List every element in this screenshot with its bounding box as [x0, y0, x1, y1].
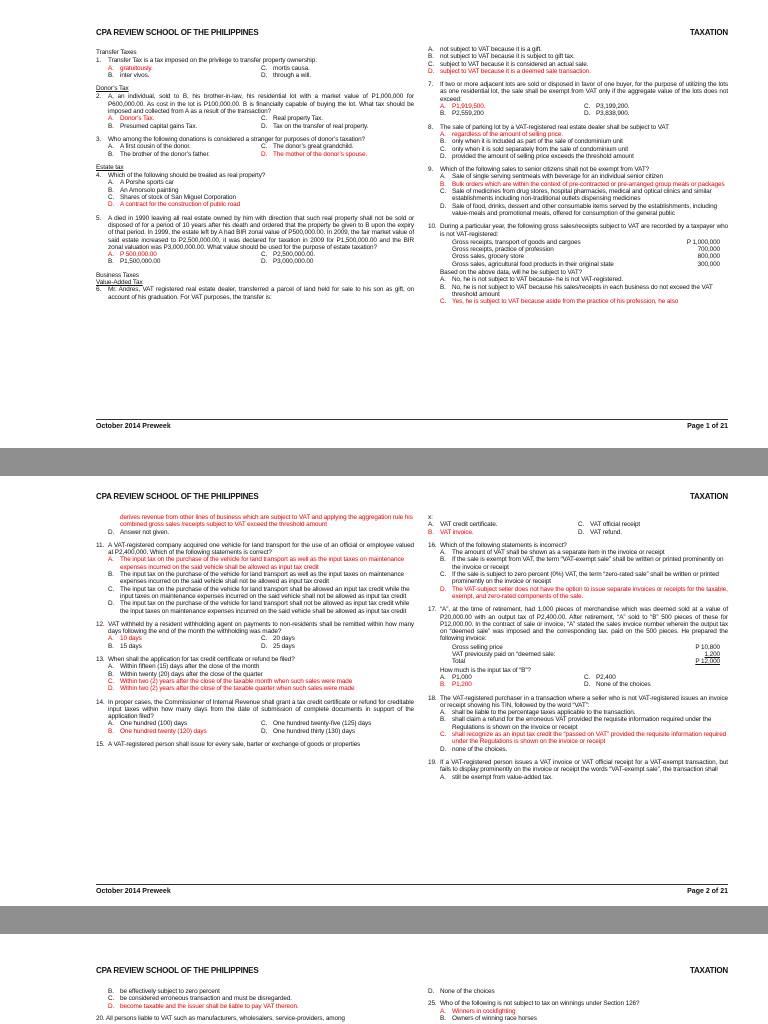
exam-label: October 2014 Preweek — [96, 888, 171, 895]
option-b: P1,500,000.00 — [120, 258, 161, 266]
option-b: P2,559,200 — [452, 110, 484, 118]
question-text: When shall the application for tax credit certificate or refund be filed? — [108, 656, 295, 664]
option-a: Sale of single serving sentmeals with beverage for an individual senior citizen — [452, 173, 663, 181]
option-c: Real property Tax. — [273, 115, 323, 123]
section-heading: Estate tax — [96, 163, 124, 171]
option-d: P3,000,000.00 — [273, 258, 314, 266]
question-10: 10. During a particular year, the following gross sales/receipts subject to VAT are recorded by a taxpayer who is not VAT-registered: Gross receipts, transport of goods and cargoes P 1,000,000 Gross receipts, practice of profession 700,000 Gross sales, grocery store 800,000 Gross sales, agricultural food products in their original state 300,000 Based on the above data, will he be subject to VAT? A. No, he is not subject to VAT because- he is not VAT-registered. B. No, he is not subject to VAT because his sales/receipts in each business do not exceed the VAT threshold amount C. Yes, he is subject to VAT because aside from the practice of his profession, he also — [428, 223, 728, 306]
option-d: through a will. — [273, 71, 311, 79]
question-3: 3. Who among the following donations is considered a stranger for purposes of donor’s taxation? A. A first cousin of the donor. C. The donor’s great grandchild. B. The brother of the donor’s father. D. The mother of the donor’s spouse. — [96, 136, 414, 158]
question-text: Based on the above data, will he be subject to VAT? — [440, 269, 583, 277]
question-text: The sale of parking lot by a VAT-registered real estate dealer shall be subject to VAT — [440, 123, 669, 131]
question-text: The VAT-registered purchaser in a transaction where a seller who is not VAT-registered issues an invoice or receipt showing his TIN, followed by the word “VAT”: — [440, 694, 728, 709]
question-text: Which of the following statements is incorrect? — [440, 541, 567, 549]
option-a: P1,000 — [452, 673, 472, 681]
option-b: The brother of the donor’s father. — [120, 150, 210, 158]
question-text: “A”, at the time of retirement, had 1,000 pieces of merchandise which was deemed sold at a value of P20,000.00 with an output tax of P2,400.00. After retirement, “A” sold to “B” 500 pieces of these for P12,000.00. In the contract of sale or invoice, “A” stated the sales invoice number wherein the output tax on “deemed sale” was imposed and the corresponding tax. paid on the 500 pieces. He prepared the following invoice: — [440, 606, 728, 643]
question-text: Who among the following donations is considered a stranger for purposes of donor’s taxation? — [108, 135, 366, 143]
option-b: not subject to VAT because it is subject to gift tax. — [440, 53, 575, 61]
question-text: A VAT-registered company acquired one vehicle for land transport for the use of an official or employee valued at P2,400,000. Which of the following statements is correct? — [108, 541, 414, 557]
option-a: shall be liable to the percentage taxes applicable to the transaction. — [452, 709, 636, 717]
question-11: 11. A VAT-registered company acquired one vehicle for land transport for the use of an official or employee valued at P2,400,000. Which of the following statements is correct? A. The input tax on the purchase of the vehicle for land transport as well as the input taxes on maintenance expenses incurred on the said vehicle shall be allowed as input tax credit B. The input tax on the purchase of the vehicle for land transport as well as the input taxes on maintenance expenses incurred on the said vehicle shall not be allowed as input tax credit C. The input tax on the purchase of the vehicle for land transport shall be allowed an input tax credit while the input taxes on maintenance expenses incurred on the said vehicle shall not be allowed as input tax credit D. The input tax on the purchase of the vehicle for land transport shall not be allowed as input tax credit while the input taxes on maintenance expenses incurred on the said vehicle shall be allowed as input tax credit — [96, 541, 414, 615]
option-a: Donor’s Tax. — [120, 115, 155, 123]
table-row: VAT previously paid on “deemed sale: 1,200 — [452, 651, 720, 659]
option-d: VAT refund. — [590, 528, 622, 536]
option-d: The input tax on the purchase of the vehicle for land transport shall not be allowed as input tax credit while the input taxes on maintenance expenses incurred on the said vehicle shall be allowed as input tax credit — [120, 600, 410, 615]
option-b: Bulk orders which are within the context of pre-contracted or pre-arranged group meals or packages — [452, 180, 725, 188]
question-text: How much is the input tax of “B”? — [440, 666, 531, 674]
option-c: 20 days — [273, 635, 295, 643]
option-b: An Amorsolo painting — [120, 186, 179, 194]
option-b: be effectively subject to zero percent — [120, 988, 220, 995]
question-6-options: A. not subject to VAT because it is a gift. B. not subject to VAT because it is subject to gift tax. C. subject to VAT because it is considered an actual sale. D. subject to VAT because it is a deemed sale transaction. — [428, 46, 728, 75]
question-16: 16. Which of the following statements is incorrect? A. The amount of VAT shall be shown as a separate item in the invoice or receipt B. If the sale is exempt from VAT, the term “VAT-exempt sale” shall be written or printed prominently on the invoice or receipt C. If the sale is subject to zero percent (0%) VAT, the term “zero-rated sale” shall be written or printed prominently on the invoice or receipt D. The VAT-subject seller does not have the option to issue separate invoices or receipts for the taxable, exempt, and zero-rated components of the sale. — [428, 541, 728, 600]
question-7: 7. If two or more adjacent lots are sold or disposed in favor of one buyer, for the purpose of utilizing the lots as one residential lot, the sale shall be exempt from VAT only if the aggregate value of the lots does not exceed: A. P1,919,500. C. P3,199,200. B. P2,559,200 D. P3,838,900. — [428, 81, 728, 118]
table-row: Total P 12,000 — [452, 658, 720, 666]
question-text: Which of the following should be treated as real property? — [108, 172, 266, 180]
option-d: One hundred thirty (130) days — [273, 727, 356, 735]
subject-name: TAXATION — [689, 28, 728, 37]
option-c: VAT official receipt — [590, 521, 641, 529]
question-5: 5. A died in 1990 leaving all real estate owned by him with direction that such real property shall not be sold or disposed of for a period of 10 years after his death and ordered that the property be given to B upon the expiry of that period. In 1999, the estate left by A had BIR zonal value of P500,000.00. In 2009, the fair market value of said estate increased to P2,500,000.00, it was declared for taxation in 2009 for P1,500,000.00 and the BIR zonal valuation was P3,000,000.00. What value should be used for the purpose of estate taxation? A. P 500,000.00 C. P2,500,000.00. B. P1,500,000.00 D. P3,000,000.00 — [96, 214, 414, 266]
question-10-continued: derives revenue from other lines of business which are subject to VAT and applying the aggregation rule his combined gross sales /receipts subject to VAT exceed the threshold amount D. Answer not given. — [108, 514, 413, 536]
question-18: 18. The VAT-registered purchaser in a transaction where a seller who is not VAT-registered issues an invoice or receipt showing his TIN, followed by the word “VAT”: A. shall be liable to the percentage taxes applicable to the transaction. B. shall claim a refund for the erroneous VAT provided the requisite information required under the Regulations is shown on the invoice or receipt C. shall recognize as an input tax credit the “passed on VAT” provided the requisite information required under the Regulations is shown on the invoice or receipt D. none of the choices. — [428, 694, 728, 753]
page-header — [96, 966, 728, 978]
option-b: No, he is not subject to VAT because his sales/receipts in each business do not exceed the VAT threshold amount — [452, 283, 713, 298]
left-column: B. be effectively subject to zero percent C. be considered erroneous transaction and must be disregarded. D. become taxable and the issuer shall be liable to pay VAT thereon. 20. All persons liable to VAT such as manufacturers, wholesalers, service-providers, among — [96, 988, 414, 1022]
table-row: Gross sales, grocery store 800,000 — [452, 253, 720, 261]
question-text: Which of the following sales to senior citizens shall not be exempt from VAT? — [440, 166, 650, 174]
option-b: If the sale is exempt from VAT, the term “VAT-exempt sale” shall be written or printed prominently on the invoice or receipt — [452, 556, 724, 571]
option-d: provided the amount of selling price exceeds the threshold amount — [452, 152, 634, 160]
option-a: Within fifteen (15) days after the close of the month — [120, 663, 260, 671]
option-d: The VAT-subject seller does not have the option to issue separate invoices or receipts for the taxable, exempt, and zero-rated components of the sale. — [452, 585, 728, 600]
option-a: The amount of VAT shall be shown as a separate item in the invoice or receipt — [452, 549, 665, 557]
sales-table — [428, 239, 728, 268]
option-c: P3,199,200. — [596, 103, 630, 111]
school-name: CPA REVIEW SCHOOL OF THE PHILIPPINES — [96, 966, 259, 975]
option-a: A first cousin of the donor. — [120, 143, 191, 151]
page-1 — [0, 0, 768, 448]
option-b: Within twenty (20) days after the close of the quarter — [120, 670, 263, 678]
right-column: D. None of the choices 25. Who of the following is not subject to tax on winnings under Section 126? A. Winners in cockfighting B. Owners of winning race horses — [428, 988, 728, 1022]
option-c: One hundred twenty-five (125) days — [273, 720, 372, 728]
option-a: still be exempt from value-added tax. — [452, 773, 553, 781]
exam-label: October 2014 Preweek — [96, 423, 171, 430]
page-2 — [0, 476, 768, 906]
option-c: mortis causa. — [273, 64, 310, 72]
option-c: Yes, he is subject to VAT because aside from the practice of his profession, he also — [452, 298, 679, 306]
option-b: Presumed capital gains Tax. — [120, 122, 198, 130]
table-row: Gross receipts, practice of profession 700,000 — [452, 246, 720, 254]
option-d: Tax on the transfer of real property. — [273, 122, 369, 130]
question-20-text: 20. All persons liable to VAT such as manufacturers, wholesalers, service-providers, among — [96, 1014, 345, 1022]
option-b: VAT invoice. — [440, 528, 474, 536]
option-b: inter vivos. — [120, 71, 150, 79]
option-a: No, he is not subject to VAT because- he is not VAT-registered. — [452, 276, 624, 284]
option-a: A Porshe sports car — [120, 179, 174, 187]
option-c: If the sale is subject to zero percent (0%) VAT, the term “zero-rated sale” shall be written or printed prominently on the invoice or receipt — [452, 571, 719, 586]
option-d: Answer not given. — [120, 528, 170, 536]
option-b: The input tax on the purchase of the vehicle for land transport as well as the input taxes on maintenance expenses incurred on the said vehicle shall not be allowed as input tax credit — [120, 571, 405, 586]
subject-name: TAXATION — [689, 492, 728, 501]
question-text: Mr. Andres, VAT registered real estate dealer, transferred a parcel of land held for sale to his son as gift, on account of his graduation. For VAT purposes, the transfer is: — [108, 286, 414, 301]
option-d: 25 days — [273, 642, 295, 650]
table-row: Gross sales, agricultural food products in their original state 300,000 — [452, 260, 720, 268]
school-name: CPA REVIEW SCHOOL OF THE PHILIPPINES — [96, 492, 259, 501]
option-b: One hundred twenty (120) days — [120, 727, 207, 735]
question-text: Who of the following is not subject to tax on winnings under Section 126? — [440, 1000, 640, 1008]
option-d: become taxable and the issuer shall be liable to pay VAT thereon. — [120, 1002, 299, 1010]
question-15-options: x: A. VAT credit certificate. C. VAT official receipt B. VAT invoice. D. VAT refund. — [428, 514, 641, 536]
option-b: P1,200 — [452, 681, 472, 689]
page-number: Page 2 of 21 — [687, 888, 728, 895]
question-text: VAT withheld by a resident withholding agent on payments to non-residents shall be remitted within how many days following the end of the month the withholding was made? — [108, 620, 414, 636]
section-heading: Transfer Taxes — [96, 49, 137, 56]
option-d: Within two (2) years after the close of the taxable quarter when such sales were made — [120, 685, 355, 693]
option-a: P 500,000.00 — [120, 251, 157, 259]
question-text: In proper cases, the Commissioner of Internal Revenue shall grant a tax credit certificate or refund for creditable input taxes within how many days from the date of submission of complete documents in support of the application filed? — [108, 698, 414, 721]
option-a: P1,919,500. — [452, 103, 486, 111]
option-d: A contract for the construction of public road — [120, 201, 241, 209]
page-3 — [0, 934, 768, 1024]
option-a: gratuitously. — [120, 64, 153, 72]
option-d: P3,838,900. — [596, 110, 630, 118]
option-a: The input tax on the purchase of the vehicle for land transport as well as the input taxes on maintenance expenses incurred on the said vehicle shall be allowed as input tax credit — [120, 556, 405, 571]
question-19: 19. If a VAT-registered person issues a VAT invoice or VAT official receipt for a VAT-exempt transaction, but fails to display prominently on the invoice or receipt the words “VAT-exempt sale”, the transaction shall A. still be exempt from value-added tax. — [428, 758, 728, 781]
option-d: The mother of the donor’s spouse. — [273, 150, 368, 158]
page-header — [96, 28, 728, 40]
option-c: P2,500,000.00. — [273, 251, 315, 259]
table-row: Gross selling price P 10,800 — [452, 643, 720, 651]
question-12: 12. VAT withheld by a resident withholding agent on payments to non-residents shall be remitted within how many days following the end of the month the withholding was made? A. 10 days C. 20 days B. 15 days D. 25 days — [96, 620, 414, 650]
option-b: 15 days — [120, 642, 142, 650]
option-a: regardless of the amount of selling price. — [452, 130, 563, 138]
question-6: 6. Mr. Andres, VAT registered real estate dealer, transferred a parcel of land held for sale to his son as gift, on account of his graduation. For VAT purposes, the transfer is: — [96, 286, 414, 301]
page-header — [96, 492, 728, 504]
option-d: none of the choices. — [452, 745, 508, 753]
option-a: not subject to VAT because it is a gift. — [440, 46, 542, 53]
question-15: 15. A VAT-registered person shall issue for every sale, barter or exchange of goods or properties — [96, 741, 414, 748]
option-a: 10 days — [120, 635, 142, 643]
question-text: A, an individual, sold to B, his brother-in-law, his residential lot with a market value of P1,000,000 for P600,000.00. As cost in the lot is P100,000.00. B is financially capable of buying the lot. What tax should be imposed and collected from A as a result of the transaction? — [108, 93, 414, 116]
option-c: shall recognize as an input tax credit the “passed on VAT” provided the requisite information required under the Regulations is shown on the invoice or receipt — [452, 731, 727, 746]
option-a: VAT credit certificate. — [440, 521, 498, 529]
option-d: subject to VAT because it is a deemed sale transaction. — [440, 67, 591, 75]
question-14: 14. In proper cases, the Commissioner of Internal Revenue shall grant a tax credit certificate or refund for creditable input taxes within how many days from the date of submission of complete documents in support of the application filed? A. One hundred (100) days C. One hundred twenty-five (125) days B. One hundred twenty (120) days D. One hundred thirty (130) days — [96, 698, 414, 735]
question-4: 4. Which of the following should be treated as real property? A. A Porshe sports car B. An Amorsolo painting C. Shares of stock of San Miguel Corporation D. A contract for the construction of public road — [96, 172, 414, 208]
question-text: If a VAT-registered person issues a VAT invoice or VAT official receipt for a VAT-exempt transaction, but fails to display prominently on the invoice or receipt the words “VAT-exempt sale”, the transaction shall — [440, 758, 728, 774]
option-c: Within two (2) years after the close of the taxable month when such sales were made — [120, 677, 353, 685]
table-row: Gross receipts, transport of goods and cargoes P 1,000,000 — [452, 238, 720, 246]
question-text: During a particular year, the following gross sales/receipts subject to VAT are recorded by a taxpayer who is not VAT-registered: — [440, 223, 728, 238]
question-text: Transfer Tax is a tax imposed on the privilege to transfer property ownership: — [108, 57, 317, 65]
section-heading: Value-Added Tax — [96, 279, 143, 287]
question-8: 8. The sale of parking lot by a VAT-registered real estate dealer shall be subject to VAT A. regardless of the amount of selling price. B. only when it is included as part of the sale of condominium unit C. only when it is sold separately from the sale of condominium unit D. provided the amount of selling price exceeds the threshold amount — [428, 124, 728, 160]
subject-name: TAXATION — [689, 966, 728, 975]
option-b: only when it is included as part of the sale of condominium unit — [452, 138, 623, 146]
option-c: only when it is sold separately from the sale of condominium unit — [452, 145, 629, 153]
question-9: 9. Which of the following sales to senior citizens shall not be exempt from VAT? A. Sale of single serving sentmeals with beverage for an individual senior citizen B. Bulk orders which are within the context of pre-contracted or pre-arranged group meals or packages C. Sale of medicines from drug stores, hospital pharmacies, medical and optical clinics and similar establishments including non-traditional outlets dispensing medicines D. Sale of food, drinks, dessert and other consumable items served by the establishments, including value-meals and promotional meals, offered for consumption of the general public — [428, 166, 728, 217]
right-column — [428, 514, 728, 787]
right-column — [428, 46, 728, 312]
school-name: CPA REVIEW SCHOOL OF THE PHILIPPINES — [96, 28, 259, 37]
left-column — [96, 46, 414, 307]
option-c: Sale of medicines from drug stores, hospital pharmacies, medical and optical clinics and similar establishments including non-traditional outlets dispensing medicines — [452, 188, 712, 203]
option-c: P2,400 — [596, 673, 616, 681]
question-13: 13. When shall the application for tax credit certificate or refund be filed? A. Within fifteen (15) days after the close of the month B. Within twenty (20) days after the close of the quarter C. Within two (2) years after the close of the taxable month when such sales were made D. Within two (2) years after the close of the taxable quarter when such sales were made — [96, 656, 414, 692]
question-17: 17. “A”, at the time of retirement, had 1,000 pieces of merchandise which was deemed sold at a value of P20,000.00 with an output tax of P2,400.00. After retirement, “A” sold to “B” 500 pieces of these for P12,000.00. In the contract of sale or invoice, “A” stated the sales invoice number wherein the output tax on “deemed sale” was imposed and the corresponding tax. paid on the 500 pieces. He prepared the following invoice: Gross selling price P 10,800 VAT previously paid on “deemed sale: 1,200 Total P 12,000 How much is the input tax of “B”? A. P1,000 C. P2,400 B. P1,200 D. None of the choices — [428, 606, 728, 689]
option-d: None of the choices — [596, 681, 651, 689]
option-c: Shares of stock of San Miguel Corporation — [120, 194, 236, 202]
option-a: Winners in cockfighting — [452, 1007, 516, 1015]
option-d: Sale of food, drinks, dessert and other consumable items served by the establishments, including value-meals and promotional meals, offered for consumption of the general public — [452, 202, 717, 217]
option-a: One hundred (100) days — [120, 720, 188, 728]
question-text: If two or more adjacent lots are sold or disposed in favor of one buyer, for the purpose of utilizing the lots as one residential lot, the sale shall be exempt from VAT only if the aggregate value of the lots does not exceed: — [440, 81, 728, 103]
option-c: The input tax on the purchase of the vehicle for land transport shall be allowed an input tax credit while the input taxes on maintenance expenses incurred on the said vehicle shall not be allowed as input tax credit — [120, 585, 410, 600]
section-heading: Business Taxes — [96, 271, 139, 279]
option-b: shall claim a refund for the erroneous VAT provided the requisite information required under the Regulations is shown on the invoice or receipt — [452, 716, 712, 731]
invoice-table — [428, 644, 728, 666]
option-c: subject to VAT because it is considered an actual sale. — [440, 60, 589, 68]
section-heading: Donor’s Tax — [96, 85, 129, 93]
option-b: Owners of winning race horses — [452, 1014, 537, 1022]
left-column — [96, 514, 414, 754]
question-text: A VAT-registered person shall issue for every sale, barter or exchange of goods or properties — [108, 741, 361, 749]
page-number: Page 1 of 21 — [687, 423, 728, 430]
option-c-continued: derives revenue from other lines of business which are subject to VAT and applying the aggregation rule his combined gross sales /receipts subject to VAT exceed the threshold amount — [120, 514, 413, 529]
option-d: None of the choices — [440, 988, 495, 995]
question-1: 1. Transfer Tax is a tax imposed on the privilege to transfer property ownership: A. gratuitously. C. mortis causa. B. inter vivos. D. through a will. — [96, 57, 414, 79]
question-text: A died in 1990 leaving all real estate owned by him with direction that such real property shall not be sold or disposed of for a period of 10 years after his death and ordered that the property be given to B upon the expiry of that period. In 1999, the estate left by A had BIR zonal value of P500,000.00. In 2009, the fair market value of said estate increased to P2,500,000.00, it was declared for taxation in 2009 for P1,500,000.00 and the BIR zonal valuation was P3,000,000.00. What value should be used for the purpose of estate taxation? — [108, 214, 414, 251]
option-c: be considered erroneous transaction and must be disregarded. — [120, 995, 292, 1003]
option-c: The donor’s great grandchild. — [273, 143, 354, 151]
question-2: 2. A, an individual, sold to B, his brother-in-law, his residential lot with a market value of P1,000,000 for P600,000.00. As cost in the lot is P100,000.00. B is financially capable of buying the lot. What tax should be imposed and collected from A as a result of the transaction? A. Donor’s Tax. C. Real property Tax. B. Presumed capital gains Tax. D. Tax on the transfer of real property. — [96, 93, 414, 130]
